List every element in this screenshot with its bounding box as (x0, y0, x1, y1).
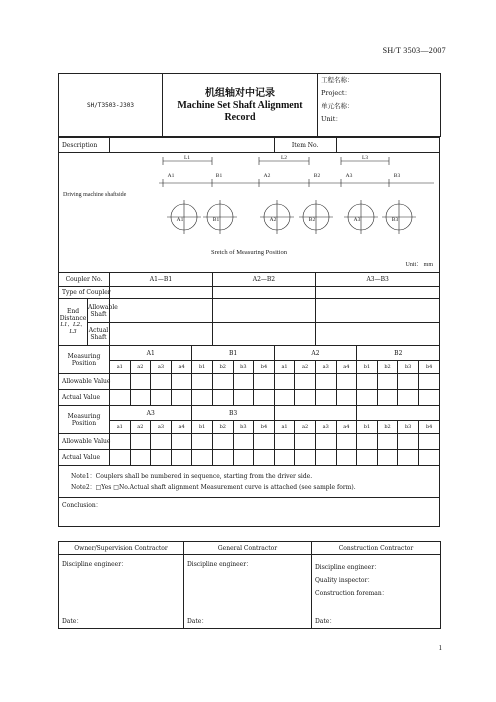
group-a2: A2 (274, 346, 356, 361)
item-no-label: Item No. (274, 138, 336, 153)
project-cn: 工程名称： (321, 76, 354, 84)
col-label: a1 (274, 361, 295, 374)
value-cell[interactable] (357, 434, 378, 450)
value-cell[interactable] (254, 374, 275, 390)
form-title (163, 74, 318, 137)
shaft-label-a1: A1 (167, 173, 175, 179)
col-label: a4 (336, 421, 357, 434)
value-cell[interactable] (151, 374, 172, 390)
value-cell[interactable] (418, 434, 439, 450)
construction-discipline: Discipline engineer： (315, 564, 381, 571)
col-label: b1 (192, 361, 213, 374)
col-label: a2 (130, 361, 151, 374)
conclusion-label: Conclusion： (62, 502, 102, 509)
allowable-value-label-1: Allowable Value (59, 374, 110, 390)
coupler-pair-1: A1—B1 (110, 273, 213, 287)
value-cell[interactable] (192, 434, 213, 450)
sketch-cell (59, 153, 440, 273)
construction-date: Date： (315, 618, 336, 625)
description-value[interactable] (110, 138, 275, 153)
value-cell[interactable] (315, 434, 336, 450)
col-label: b3 (398, 361, 419, 374)
owner-date: Date： (62, 618, 83, 625)
col-label: b1 (357, 361, 378, 374)
value-cell[interactable] (295, 374, 316, 390)
title-cn: 机组轴对中记录 (205, 87, 275, 99)
conclusion-cell[interactable] (59, 498, 440, 527)
construction-sign-cell[interactable] (312, 555, 441, 629)
col-label: b3 (398, 421, 419, 434)
col-label: a1 (274, 421, 295, 434)
col-label: b1 (357, 421, 378, 434)
construction-foreman: Construction foreman： (315, 590, 388, 597)
value-cell[interactable] (357, 390, 378, 406)
value-cell[interactable] (130, 374, 151, 390)
actual-shaft-label: Actual Shaft (88, 323, 110, 346)
owner-discipline: Discipline engineer： (62, 561, 128, 568)
col-label: b2 (377, 361, 398, 374)
value-cell[interactable] (357, 374, 378, 390)
value-cell[interactable] (130, 390, 151, 406)
col-label: a3 (315, 421, 336, 434)
value-cell[interactable] (274, 374, 295, 390)
value-cell[interactable] (315, 374, 336, 390)
shaft-label-b1: B1 (215, 173, 223, 179)
col-label: a1 (110, 361, 131, 374)
coupler-pair-2: A2—B2 (212, 273, 315, 287)
project-info (318, 74, 441, 137)
owner-sign-cell[interactable] (59, 555, 184, 629)
value-cell[interactable] (151, 390, 172, 406)
value-cell[interactable] (295, 450, 316, 466)
col-label: b2 (377, 421, 398, 434)
value-cell[interactable] (377, 450, 398, 466)
col-label: a3 (151, 361, 172, 374)
note-1: Note1：Couplers shall be numbered in sequence, starting from the driver side. (71, 472, 313, 480)
project-en: Project： (321, 89, 352, 97)
value-cell[interactable] (398, 374, 419, 390)
value-cell[interactable] (192, 450, 213, 466)
value-cell[interactable] (233, 450, 254, 466)
value-cell[interactable] (233, 374, 254, 390)
value-cell[interactable] (336, 450, 357, 466)
value-cell[interactable] (336, 434, 357, 450)
col-label: a4 (336, 361, 357, 374)
main-table (58, 137, 440, 527)
value-cell[interactable] (254, 434, 275, 450)
value-cell[interactable] (274, 450, 295, 466)
value-cell[interactable] (418, 450, 439, 466)
value-cell[interactable] (151, 450, 172, 466)
group-a3: A3 (110, 406, 192, 421)
unit-cn: 单元名称： (321, 102, 354, 110)
end-distance-symbols: L1、L2、L3 (60, 322, 86, 335)
value-cell[interactable] (212, 434, 233, 450)
coupler-type-label: Type of Coupler (59, 287, 110, 299)
value-cell[interactable] (315, 450, 336, 466)
col-label: b4 (418, 361, 439, 374)
form-code: SH/T3503-J303 (59, 74, 163, 137)
col-label: b4 (254, 421, 275, 434)
circle-label-b3: B3 (391, 217, 399, 223)
group-b1: B1 (192, 346, 274, 361)
value-cell[interactable] (171, 450, 192, 466)
col-label: a3 (315, 361, 336, 374)
value-cell[interactable] (398, 450, 419, 466)
value-cell[interactable] (130, 450, 151, 466)
value-cell[interactable] (212, 374, 233, 390)
coupler-type-2[interactable] (212, 287, 315, 299)
dist-label-l2: L2 (280, 155, 288, 161)
value-cell[interactable] (212, 450, 233, 466)
allowable-row-2 (59, 434, 440, 450)
unit-label: Unit： mm (405, 262, 433, 268)
coupler-type-1[interactable] (110, 287, 213, 299)
value-cell[interactable] (151, 434, 172, 450)
actual-row-1 (59, 390, 440, 406)
value-cell[interactable] (110, 374, 131, 390)
col-label: a2 (130, 421, 151, 434)
coupler-no-label: Coupler No. (59, 273, 110, 287)
value-cell[interactable] (295, 434, 316, 450)
value-cell[interactable] (130, 434, 151, 450)
driving-machine-label: Driving machine shaftside (63, 192, 127, 198)
shaft-label-a3: A3 (345, 173, 353, 179)
col-label: a3 (151, 421, 172, 434)
allowable-shaft-label: Allowable Shaft (88, 299, 110, 323)
owner-header: Owner/Supervision Contractor (59, 542, 184, 555)
unit-en: Unit： (321, 115, 342, 123)
value-cell[interactable] (192, 374, 213, 390)
header-table (58, 73, 441, 137)
allowable-shaft-1[interactable] (110, 299, 213, 323)
general-sign-cell[interactable] (184, 555, 312, 629)
allowable-row-1 (59, 374, 440, 390)
general-date: Date： (187, 618, 208, 625)
group-b2: B2 (357, 346, 440, 361)
group-blank-1 (274, 406, 356, 421)
col-label: a2 (295, 361, 316, 374)
actual-shaft-2[interactable] (212, 323, 315, 346)
value-cell[interactable] (233, 390, 254, 406)
construction-header: Construction Contractor (312, 542, 441, 555)
col-label: b4 (418, 421, 439, 434)
coupler-pair-3: A3—B3 (315, 273, 439, 287)
general-discipline: Discipline engineer： (187, 561, 253, 568)
circle-label-a3: A3 (353, 217, 361, 223)
circle-label-a2: A2 (269, 217, 277, 223)
shaft-label-b3: B3 (393, 173, 401, 179)
actual-value-label-2: Actual Value (59, 450, 110, 466)
item-no-value[interactable] (336, 138, 440, 153)
notes-cell (59, 466, 440, 498)
coupler-type-3[interactable] (315, 287, 439, 299)
title-en-1: Machine Set Shaft Alignment (177, 99, 303, 111)
actual-shaft-3[interactable] (315, 323, 439, 346)
allowable-value-label-2: Allowable Value (59, 434, 110, 450)
value-cell[interactable] (171, 390, 192, 406)
measuring-position-label-1: Measuring Position (59, 346, 110, 374)
value-cell[interactable] (110, 450, 131, 466)
col-label: a2 (295, 421, 316, 434)
measure1-col-row (59, 361, 440, 374)
value-cell[interactable] (171, 434, 192, 450)
standard-number: SH/T 3503—2007 (382, 46, 446, 55)
measure2-col-row (59, 421, 440, 434)
allowable-shaft-3[interactable] (315, 299, 439, 323)
value-cell[interactable] (377, 434, 398, 450)
col-label: b1 (192, 421, 213, 434)
col-label: a4 (171, 361, 192, 374)
value-cell[interactable] (398, 434, 419, 450)
allowable-shaft-2[interactable] (212, 299, 315, 323)
actual-shaft-1[interactable] (110, 323, 213, 346)
group-b3: B3 (192, 406, 274, 421)
value-cell[interactable] (254, 390, 275, 406)
value-cell[interactable] (274, 434, 295, 450)
col-label: b3 (233, 361, 254, 374)
sketch-caption: Sretch of Measuring Position (210, 249, 288, 256)
general-header: General Contractor (184, 542, 312, 555)
value-cell[interactable] (295, 390, 316, 406)
description-label: Description (59, 138, 110, 153)
value-cell[interactable] (336, 374, 357, 390)
page-number: 1 (438, 644, 442, 652)
col-label: b2 (212, 361, 233, 374)
circle-label-a1: A1 (176, 217, 184, 223)
col-label: b2 (212, 421, 233, 434)
value-cell[interactable] (274, 390, 295, 406)
end-distance-label (59, 299, 88, 346)
value-cell[interactable] (110, 390, 131, 406)
circle-label-b2: B2 (308, 217, 316, 223)
value-cell[interactable] (110, 434, 131, 450)
dist-label-l1: L1 (183, 155, 191, 161)
actual-row-2 (59, 450, 440, 466)
group-a1: A1 (110, 346, 192, 361)
title-en-2: Record (224, 111, 256, 123)
circle-label-b1: B1 (212, 217, 220, 223)
note-2: Note2：□Yes □No.Actual shaft alignment Measurement curve is attached (see sample form). (71, 483, 356, 491)
measuring-position-label-2: Measuring Position (59, 406, 110, 434)
value-cell[interactable] (418, 374, 439, 390)
actual-value-label-1: Actual Value (59, 390, 110, 406)
value-cell[interactable] (336, 390, 357, 406)
shaft-label-b2: B2 (313, 173, 321, 179)
value-cell[interactable] (233, 434, 254, 450)
alignment-sketch (59, 153, 439, 272)
dist-label-l3: L3 (361, 155, 369, 161)
value-cell[interactable] (254, 450, 275, 466)
value-cell[interactable] (315, 390, 336, 406)
construction-quality: Quality inspector： (315, 577, 374, 584)
signature-table (58, 541, 441, 629)
group-blank-2 (357, 406, 440, 421)
col-label: a4 (171, 421, 192, 434)
value-cell[interactable] (398, 390, 419, 406)
shaft-label-a2: A2 (263, 173, 271, 179)
col-label: a1 (110, 421, 131, 434)
value-cell[interactable] (171, 374, 192, 390)
value-cell[interactable] (212, 390, 233, 406)
value-cell[interactable] (377, 374, 398, 390)
value-cell[interactable] (418, 390, 439, 406)
value-cell[interactable] (357, 450, 378, 466)
end-distance-text: End Distance (59, 308, 87, 322)
value-cell[interactable] (377, 390, 398, 406)
col-label: b3 (233, 421, 254, 434)
col-label: b4 (254, 361, 275, 374)
value-cell[interactable] (192, 390, 213, 406)
